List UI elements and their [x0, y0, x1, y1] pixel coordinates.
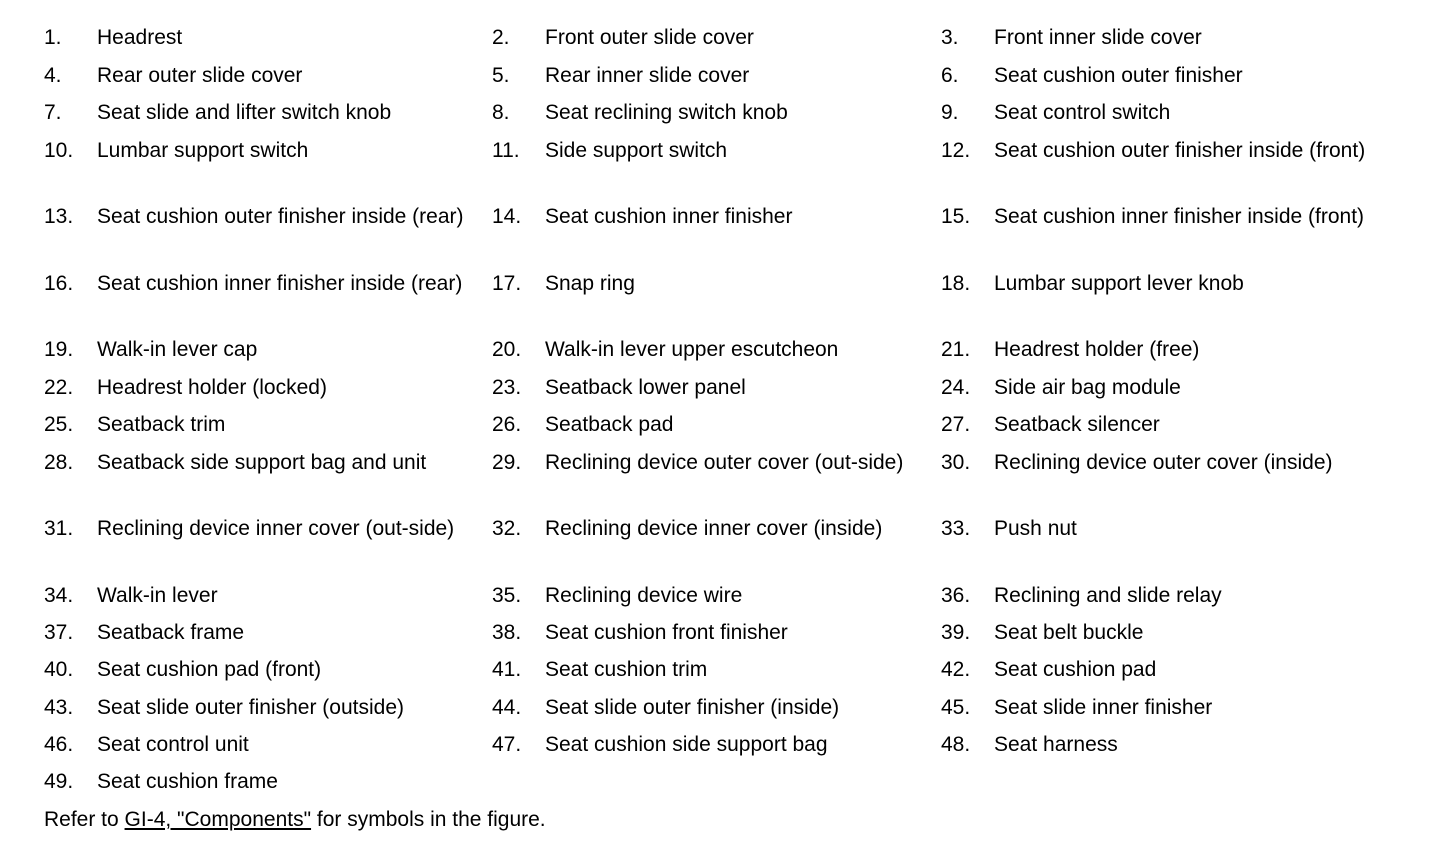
- item-label: Seat slide and lifter switch knob: [97, 101, 392, 124]
- item-number: 7.: [44, 101, 62, 124]
- item-number: 36.: [941, 584, 971, 607]
- item-number: 9.: [941, 101, 959, 124]
- item-number: 24.: [941, 376, 971, 399]
- item-number: 22.: [44, 376, 74, 399]
- item-number: 38.: [492, 621, 522, 644]
- item-label: Seat cushion frame: [97, 770, 278, 793]
- item-number: 3.: [941, 26, 959, 49]
- item-label: Seat cushion front finisher: [545, 621, 788, 644]
- item-number: 28.: [44, 451, 74, 474]
- item-number: 34.: [44, 584, 74, 607]
- item-label: Walk-in lever upper escutcheon: [545, 338, 839, 361]
- item-number: 21.: [941, 338, 971, 361]
- item-label: Seat cushion outer finisher inside (front): [994, 139, 1366, 162]
- item-label: Reclining device outer cover (inside): [994, 451, 1333, 474]
- item-label: Headrest: [97, 26, 183, 49]
- item-number: 14.: [492, 205, 522, 228]
- footer-note: [44, 805, 546, 834]
- item-label: Seat cushion inner finisher inside (rear): [97, 272, 463, 295]
- item-number: 43.: [44, 696, 74, 719]
- item-label: Seatback lower panel: [545, 376, 746, 399]
- item-label: Seat cushion outer finisher: [994, 64, 1243, 87]
- item-number: 18.: [941, 272, 971, 295]
- item-label: Seat slide inner finisher: [994, 696, 1213, 719]
- item-label: Reclining and slide relay: [994, 584, 1222, 607]
- item-label: Side support switch: [545, 139, 728, 162]
- item-number: 23.: [492, 376, 522, 399]
- item-number: 8.: [492, 101, 510, 124]
- item-label: Walk-in lever cap: [97, 338, 258, 361]
- item-label: Reclining device inner cover (out-side): [97, 517, 455, 540]
- item-label: Seat cushion inner finisher inside (front): [994, 205, 1365, 228]
- item-number: 11.: [492, 139, 520, 162]
- item-label: Reclining device inner cover (inside): [545, 517, 883, 540]
- item-label: Seatback side support bag and unit: [97, 451, 427, 474]
- item-label: Seat cushion side support bag: [545, 733, 828, 756]
- item-number: 37.: [44, 621, 74, 644]
- item-label: Walk-in lever: [97, 584, 218, 607]
- item-number: 10.: [44, 139, 74, 162]
- item-number: 41.: [492, 658, 522, 681]
- item-number: 13.: [44, 205, 74, 228]
- item-number: 44.: [492, 696, 522, 719]
- item-number: 46.: [44, 733, 74, 756]
- item-label: Reclining device outer cover (out-side): [545, 451, 904, 474]
- item-label: Snap ring: [545, 272, 635, 295]
- item-label: Reclining device wire: [545, 584, 743, 607]
- item-number: 15.: [941, 205, 971, 228]
- item-number: 45.: [941, 696, 971, 719]
- item-label: Lumbar support lever knob: [994, 272, 1244, 295]
- item-number: 26.: [492, 413, 522, 436]
- item-number: 16.: [44, 272, 74, 295]
- item-label: Seat cushion pad (front): [97, 658, 322, 681]
- item-number: 19.: [44, 338, 74, 361]
- item-number: 20.: [492, 338, 522, 361]
- item-label: Seat slide outer finisher (inside): [545, 696, 840, 719]
- item-number: 5.: [492, 64, 510, 87]
- item-number: 35.: [492, 584, 522, 607]
- components-reference-link[interactable]: GI-4, "Components": [124, 808, 312, 831]
- item-label: Seatback trim: [97, 413, 226, 436]
- item-label: Seat control switch: [994, 101, 1171, 124]
- item-number: 25.: [44, 413, 74, 436]
- item-label: Rear inner slide cover: [545, 64, 750, 87]
- item-label: Push nut: [994, 517, 1077, 540]
- item-number: 31.: [44, 517, 74, 540]
- item-number: 17.: [492, 272, 522, 295]
- item-label: Seat slide outer finisher (outside): [97, 696, 404, 719]
- item-label: Seat cushion trim: [545, 658, 708, 681]
- item-label: Rear outer slide cover: [97, 64, 303, 87]
- item-number: 2.: [492, 26, 510, 49]
- item-label: Seatback pad: [545, 413, 674, 436]
- item-number: 30.: [941, 451, 971, 474]
- item-number: 49.: [44, 770, 74, 793]
- item-number: 29.: [492, 451, 522, 474]
- item-number: 12.: [941, 139, 971, 162]
- item-number: 6.: [941, 64, 959, 87]
- item-label: Seat harness: [994, 733, 1118, 756]
- item-number: 4.: [44, 64, 62, 87]
- item-number: 1.: [44, 26, 62, 49]
- item-number: 47.: [492, 733, 522, 756]
- item-label: Seat cushion inner finisher: [545, 205, 793, 228]
- item-number: 39.: [941, 621, 971, 644]
- item-label: Headrest holder (free): [994, 338, 1200, 361]
- item-label: Seatback silencer: [994, 413, 1160, 436]
- item-label: Seat cushion pad: [994, 658, 1157, 681]
- item-label: Seat belt buckle: [994, 621, 1144, 644]
- item-label: Front outer slide cover: [545, 26, 754, 49]
- item-number: 33.: [941, 517, 971, 540]
- item-label: Headrest holder (locked): [97, 376, 327, 399]
- item-label: Seatback frame: [97, 621, 245, 644]
- item-number: 32.: [492, 517, 522, 540]
- footer-prefix: Refer to: [44, 808, 125, 831]
- item-label: Seat control unit: [97, 733, 249, 756]
- item-label: Side air bag module: [994, 376, 1181, 399]
- item-label: Seat reclining switch knob: [545, 101, 788, 124]
- item-number: 42.: [941, 658, 971, 681]
- item-number: 40.: [44, 658, 74, 681]
- item-label: Front inner slide cover: [994, 26, 1202, 49]
- footer-suffix: for symbols in the figure.: [311, 808, 546, 831]
- item-number: 48.: [941, 733, 971, 756]
- item-number: 27.: [941, 413, 971, 436]
- item-label: Lumbar support switch: [97, 139, 309, 162]
- item-label: Seat cushion outer finisher inside (rear): [97, 205, 464, 228]
